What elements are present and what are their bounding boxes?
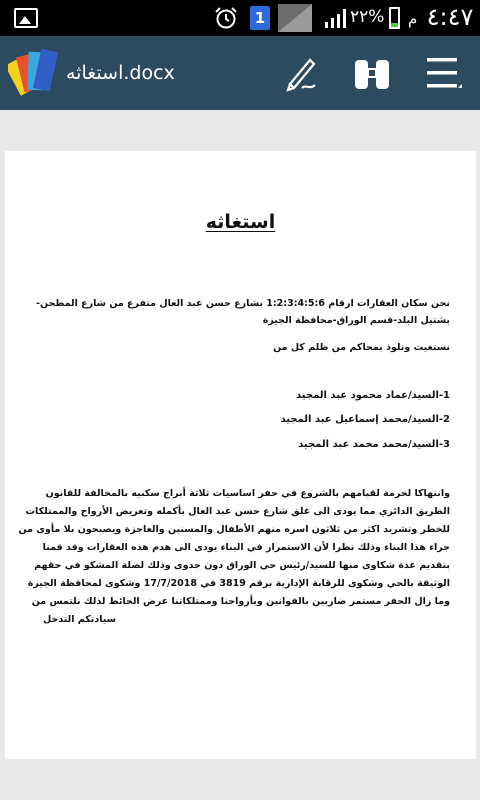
battery-icon	[389, 7, 400, 29]
wifi-signal-icon	[278, 4, 312, 32]
cell-signal-icon	[324, 8, 350, 28]
app-toolbar	[0, 36, 480, 110]
paragraph-line: وانتهاكا لحرمة لقيامهم بالشروع في حفر اساسيات ثلاثة أبراج سكنيه بالمخالفة للقانون	[45, 488, 450, 499]
name-list-item: 2-السيد/محمد إسماعيل عبد المجيد	[280, 414, 450, 425]
pen-annotate-icon[interactable]	[282, 54, 318, 92]
clock-ampm: م	[408, 10, 418, 28]
paragraph-line: وما زال الحفر مستمر ضاربين بالقوانين وبأرواحنا وممتلكاتنا عرض الحائط لذلك نلتمس من	[31, 596, 450, 607]
alarm-clock-icon	[214, 6, 238, 30]
name-list-item: 3-السيد/محمد محمد عبد المجيد	[298, 439, 450, 450]
paragraph-line: نستغيث ونلوذ بمحاكم من ظلم كل من	[273, 342, 450, 353]
battery-percent: ٢٢%	[350, 7, 385, 27]
file-title: استغاثه.docx	[66, 62, 175, 84]
paragraph-line: بتقديم عدة شكاوى منها للسيد/رئيس حي الوراق دون جدوى وذلك لصلة المشكو في حقهم	[34, 560, 450, 571]
polaris-office-logo-icon[interactable]	[8, 46, 60, 100]
paragraph-line: للخطر وتشريد اكثر من ثلاثون اسره منهم الأطفال والمسنين والعاجزة ويصبحون بلا مأوى من	[18, 524, 450, 535]
status-bar	[0, 0, 480, 36]
document-title: استغاثه	[205, 211, 276, 233]
image-notification-icon	[14, 8, 38, 28]
paragraph-line: جراء هذا البناء وذلك نظرا لأن الاستمرار في البناء يودى الى هدم هذه العقارات وقد قمنا	[42, 542, 450, 553]
clock-time: ٤:٤٧	[426, 3, 474, 31]
name-list-item: 1-السيد/عماد محمود عبد المجيد	[296, 390, 450, 401]
paragraph-line: الوثيقة بالحي وشكوى للرقابة الإدارية برقم 3819 في 17/7/2018 وشكوى لمحافظة الجيزة	[27, 578, 450, 589]
binoculars-search-icon[interactable]	[352, 56, 392, 92]
paragraph-line: سيادتكم التدخل	[42, 614, 116, 625]
sim-card-icon: 1	[250, 6, 270, 30]
paragraph-line: الطريق الدائري مما يودى الى غلق شارع حسن عبد العال بأكمله وتعريض الأرواح والممتلكات	[25, 506, 450, 517]
paragraph-line: نحن سكان العقارات ارقام 1:2:3:4:5:6 بشارع حسن عبد العال متفرع من شارع المطحن-	[36, 298, 450, 309]
document-page[interactable]	[5, 151, 476, 759]
menu-icon[interactable]	[424, 54, 464, 92]
paragraph-line: بشتيل البلد-قسم الوراق-محافظة الجيزة	[262, 315, 450, 326]
